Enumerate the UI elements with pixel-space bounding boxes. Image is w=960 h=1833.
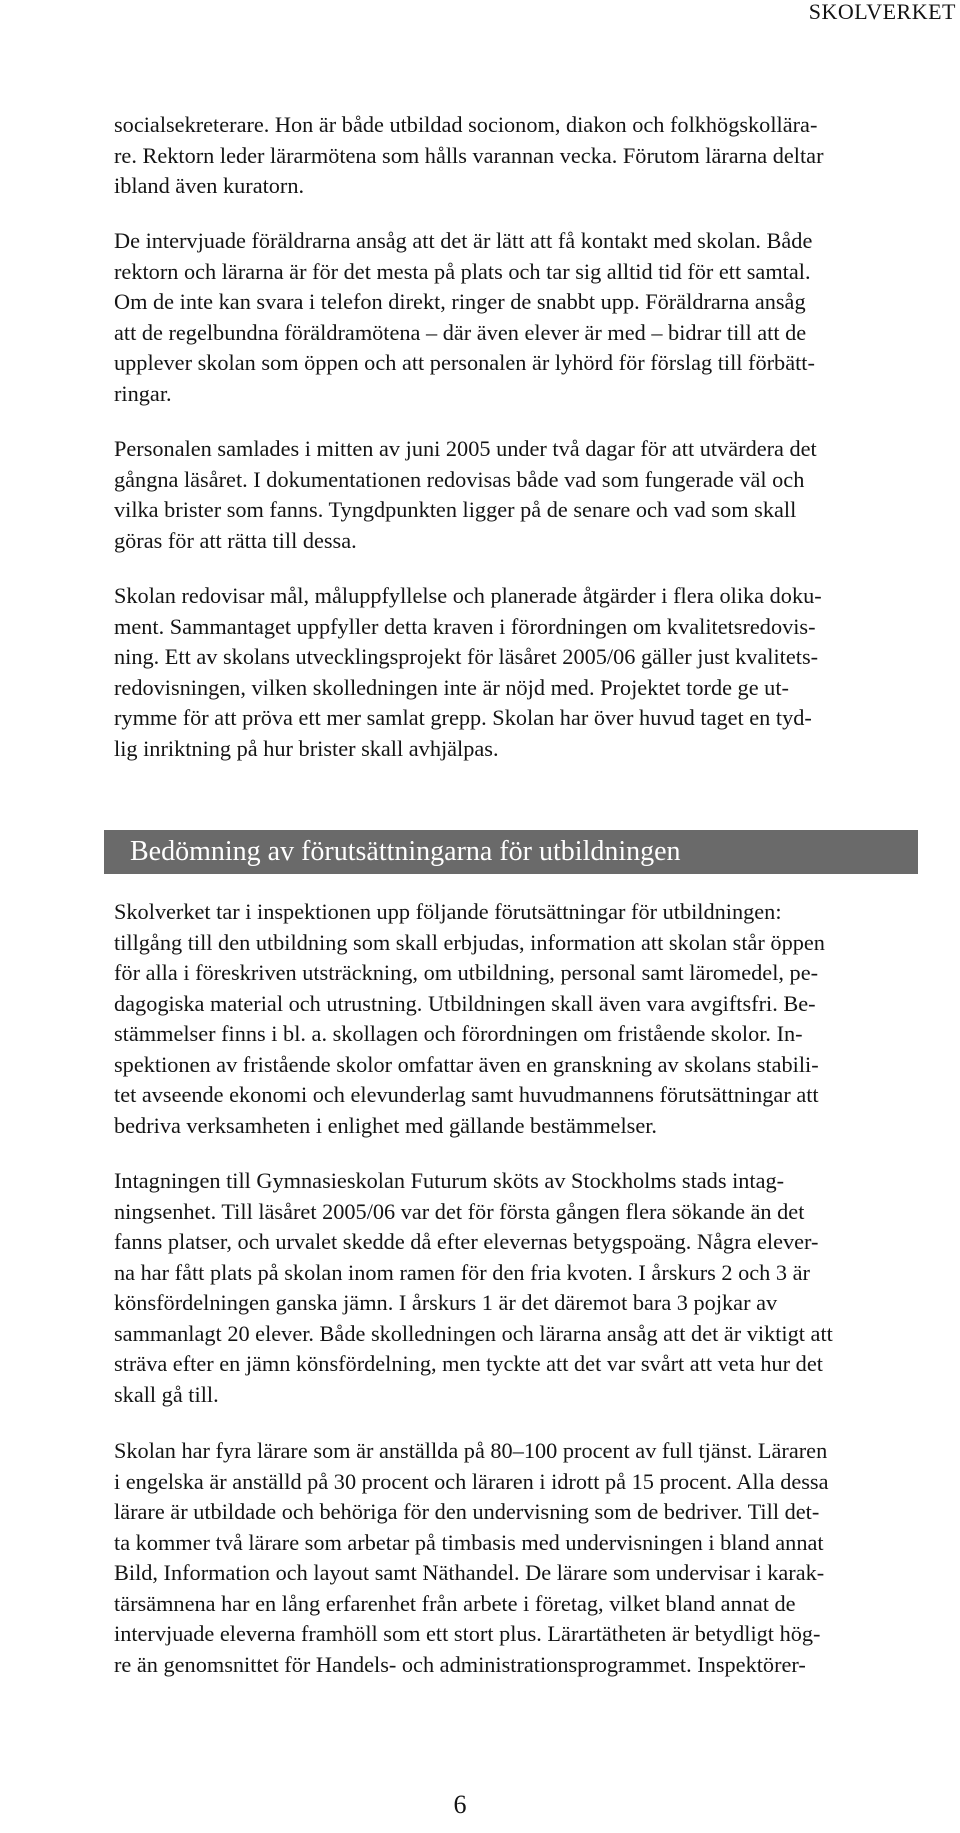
text-line: spektionen av fristående skolor omfattar även en granskning av skolans stabili- [114, 1051, 819, 1077]
text-line: gångna läsåret. I dokumentationen redovisas både vad som fungerade väl och [114, 466, 805, 492]
page-number: 6 [453, 1790, 467, 1819]
paragraph [114, 110, 824, 202]
text-line: ibland även kuratorn. [114, 173, 305, 198]
text-line: Skolan har fyra lärare som är anställda på 80–100 procent av full tjänst. Läraren [114, 1438, 828, 1463]
text-line: ning. Ett av skolans utvecklingsprojekt för läsåret 2005/06 gäller just kvalitets- [114, 644, 819, 669]
text-line: re. Rektorn leder lärarmötena som hålls varannan vecka. Förutom lärarna deltar [114, 142, 824, 168]
text-line: ringar. [114, 380, 172, 406]
text-line: tet avseende ekonomi och elevunderlag samt huvudmannens förutsättningar att [114, 1082, 819, 1107]
text-line: ningsenhet. Till läsåret 2005/06 var det för första gången flera sökande än det [114, 1198, 805, 1224]
text-line: tärsämnena har en lång erfarenhet från arbete i företag, vilket bland annat de [114, 1590, 796, 1616]
text-line: lärare är utbildade och behöriga för den undervisning som de bedriver. Till det- [114, 1499, 820, 1524]
text-line: dagogiska material och utrustning. Utbildningen skall även vara avgiftsfri. Be- [114, 990, 816, 1016]
text-line: rymme för att pröva ett mer samlat grepp. Skolan har över huvud taget en tyd- [114, 705, 812, 730]
text-line: sammanlagt 20 elever. Både skolledningen och lärarna ansåg att det är viktigt att [114, 1320, 833, 1346]
paragraph [114, 226, 815, 409]
text-line: stämmelser finns i bl. a. skollagen och förordningen om fristående skolor. In- [114, 1021, 803, 1046]
text-line: ment. Sammantaget uppfyller detta kraven i förordningen om kvalitetsredovis- [114, 613, 816, 639]
paragraph [114, 1436, 829, 1680]
text-line: na har fått plats på skolan inom ramen för den fria kvoten. I årskurs 2 och 3 är [114, 1259, 810, 1285]
text-line: rektorn och lärarna är för det mesta på plats och tar sig alltid tid för ett samtal. [114, 258, 811, 284]
text-line: bedriva verksamheten i enlighet med gällande bestämmelser. [114, 1112, 657, 1138]
text-line: De intervjuade föräldrarna ansåg att det är lätt att få kontakt med skolan. Både [114, 228, 813, 253]
text-line: Intagningen till Gymnasieskolan Futurum sköts av Stockholms stads intag- [114, 1168, 785, 1193]
text-line: tillgång till den utbildning som skall erbjudas, information att skolan står öppen [114, 929, 825, 955]
section-heading: Bedömning av förutsättningarna för utbildningen [104, 830, 918, 874]
text-line: socialsekreterare. Hon är både utbildad socionom, diakon och folkhögskollära- [114, 112, 818, 137]
text-line: re än genomsnittet för Handels- och administrationsprogrammet. Inspektörer- [114, 1651, 806, 1677]
text-line: i engelska är anställd på 30 procent och läraren i idrott på 15 procent. Alla dessa [114, 1468, 829, 1494]
paragraph [114, 897, 825, 1141]
text-line: Skolverket tar i inspektionen upp följande förutsättningar för utbildningen: [114, 899, 782, 924]
text-line: Bild, Information och layout samt Näthandel. De lärare som undervisar i karak- [114, 1560, 825, 1585]
text-line: redovisningen, vilken skolledningen inte är nöjd med. Projektet torde ge ut- [114, 674, 789, 700]
text-line: att de regelbundna föräldramötena – där även elever är med – bidrar till att de [114, 319, 807, 345]
text-line: lig inriktning på hur brister skall avhjälpas. [114, 735, 499, 761]
paragraph [114, 434, 817, 556]
text-line: fanns platser, och urvalet skedde då efter elevernas betygspoäng. Några elever- [114, 1229, 819, 1254]
running-header: SKOLVERKET [808, 0, 956, 24]
text-line: skall gå till. [114, 1381, 219, 1407]
text-line: könsfördelningen ganska jämn. I årskurs 1 är det däremot bara 3 pojkar av [114, 1290, 778, 1315]
text-line: ta kommer två lärare som arbetar på timbasis med undervisningen i bland annat [114, 1529, 824, 1555]
paragraph [114, 1166, 833, 1410]
text-line: göras för att rätta till dessa. [114, 527, 357, 553]
text-line: Om de inte kan svara i telefon direkt, ringer de snabbt upp. Föräldrarna ansåg [114, 289, 806, 314]
text-line: intervjuade eleverna framhöll som ett stort plus. Lärartätheten är betydligt hög- [114, 1621, 821, 1646]
text-line: vilka brister som fanns. Tyngdpunkten ligger på de senare och vad som skall [114, 497, 797, 522]
text-line: upplever skolan som öppen och att personalen är lyhörd för förslag till förbätt- [114, 350, 815, 375]
paragraph [114, 581, 822, 764]
text-line: för alla i föreskriven utsträckning, om utbildning, personal samt läromedel, pe- [114, 960, 819, 985]
text-line: Personalen samlades i mitten av juni 2005 under två dagar för att utvärdera det [114, 436, 817, 461]
text-line: Skolan redovisar mål, måluppfyllelse och planerade åtgärder i flera olika doku- [114, 583, 822, 608]
text-line: sträva efter en jämn könsfördelning, men tyckte att det var svårt att veta hur det [114, 1351, 823, 1376]
